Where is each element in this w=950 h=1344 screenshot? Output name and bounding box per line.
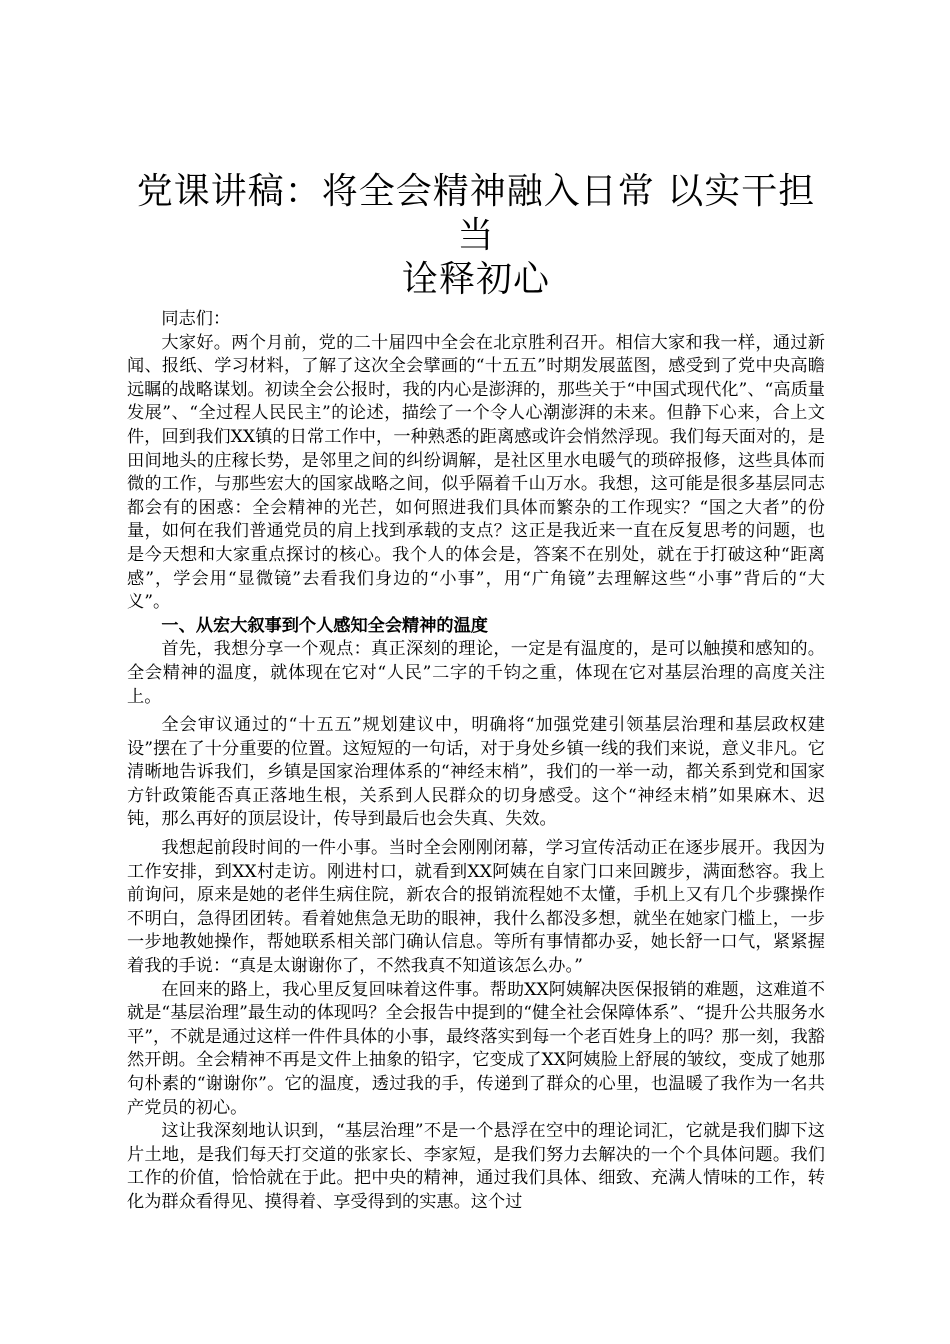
greeting: 同志们： — [161, 309, 231, 329]
document-title — [127, 170, 825, 302]
intro-paragraph: 大家好。两个月前，党的二十届四中全会在北京胜利召开。相信大家和我一样，通过新闻、报纸、学习材料，了解了这次全会擘画的“十五五”时期发展蓝图，感受到了党中央高瞻远瞩的战略谋划。初读全会公报时，我的内心是澎湃的，那些关于“中国式现代化”、“高质量发展”、“全过程人民民主”的论述，描绘了一个令人心潮澎湃的未来。但静下心来，合上文件，回到我们XX镇的日常工作中，一种熟悉的距离感或许会悄然浮现。我们每天面对的，是田间地头的庄稼长势，是邻里之间的纠纷调解，是社区里水电暖气的琐碎报修，这些具体而微的工作，与那些宏大的国家战略之间，似乎隔着千山万水。我想，这可能是很多基层同志都会有的困惑：全会精神的光芒，如何照进我们具体而繁杂的工作现实？“国之大者”的份量，如何在我们普通党员的肩上找到承载的支点？这正是我近来一直在反复思考的问题，也是今天想和大家重点探讨的核心。我个人的体会是，答案不在别处，就在于打破这种“距离感”，学会用“显微镜”去看我们身边的“小事”，用“广角镜”去理解这些“小事”背后的“大义”。 — [127, 332, 825, 613]
title-line-2: 诠释初心 — [401, 259, 550, 300]
section-1-heading: 一、从宏大叙事到个人感知全会精神的温度 — [161, 615, 488, 636]
section-1-paragraph-1: 首先，我想分享一个观点：真正深刻的理论，一定是有温度的，是可以触摸和感知的。全会精神的温度，就体现在它对“人民”二字的千钧之重，体现在它对基层治理的高度关注上。 — [127, 639, 825, 707]
document-page — [127, 170, 825, 1215]
section-1-paragraph-4: 在回来的路上，我心里反复回味着这件事。帮助XX阿姨解决医保报销的难题，这难道不就是“基层治理”最生动的体现吗？全会报告中提到的“健全社会保障体系”、“提升公共服务水平”，不就是通过这样一件件具体的小事，最终落实到每一个老百姓身上的吗？那一刻，我豁然开朗。全会精神不再是文件上抽象的铅字，它变成了XX阿姨脸上舒展的皱纹，变成了她那句朴素的“谢谢你”。它的温度，透过我的手，传递到了群众的心里，也温暖了我作为一名共产党员的初心。 — [127, 979, 825, 1118]
title-line-1: 党课讲稿：将全会精神融入日常 以实干担当 — [136, 171, 816, 256]
section-1-paragraph-2: 全会审议通过的“十五五”规划建议中，明确将“加强党建引领基层治理和基层政权建设”摆在了十分重要的位置。这短短的一句话，对于身处乡镇一线的我们来说，意义非凡。它清晰地告诉我们，乡镇是国家治理体系的“神经末梢”，我们的一举一动，都关系到党和国家方针政策能否真正落地生根，关系到人民群众的切身感受。这个“神经末梢”如果麻木、迟钝，那么再好的顶层设计，传导到最后也会失真、失效。 — [127, 715, 825, 830]
section-1-paragraph-5: 这让我深刻地认识到，“基层治理”不是一个悬浮在空中的理论词汇，它就是我们脚下这片土地，是我们每天打交道的张家长、李家短，是我们努力去解决的一个个具体问题。我们工作的价值，恰恰就在于此。把中央的精神，通过我们具体、细致、充满人情味的工作，转化为群众看得见、摸得着、享受得到的实惠。这个过 — [127, 1121, 825, 1212]
section-1-paragraph-3: 我想起前段时间的一件小事。当时全会刚刚闭幕，学习宣传活动正在逐步展开。我因为工作安排，到XX村走访。刚进村口，就看到XX阿姨在自家门口来回踱步，满面愁容。我上前询问，原来是她的老伴生病住院，新农合的报销流程她不太懂，手机上又有几个步骤操作不明白，急得团团转。看着她焦急无助的眼神，我什么都没多想，就坐在她家门槛上，一步一步地教她操作，帮她联系相关部门确认信息。等所有事情都办妥，她长舒一口气，紧紧握着我的手说：“真是太谢谢你了，不然我真不知道该怎么办。” — [127, 838, 825, 977]
